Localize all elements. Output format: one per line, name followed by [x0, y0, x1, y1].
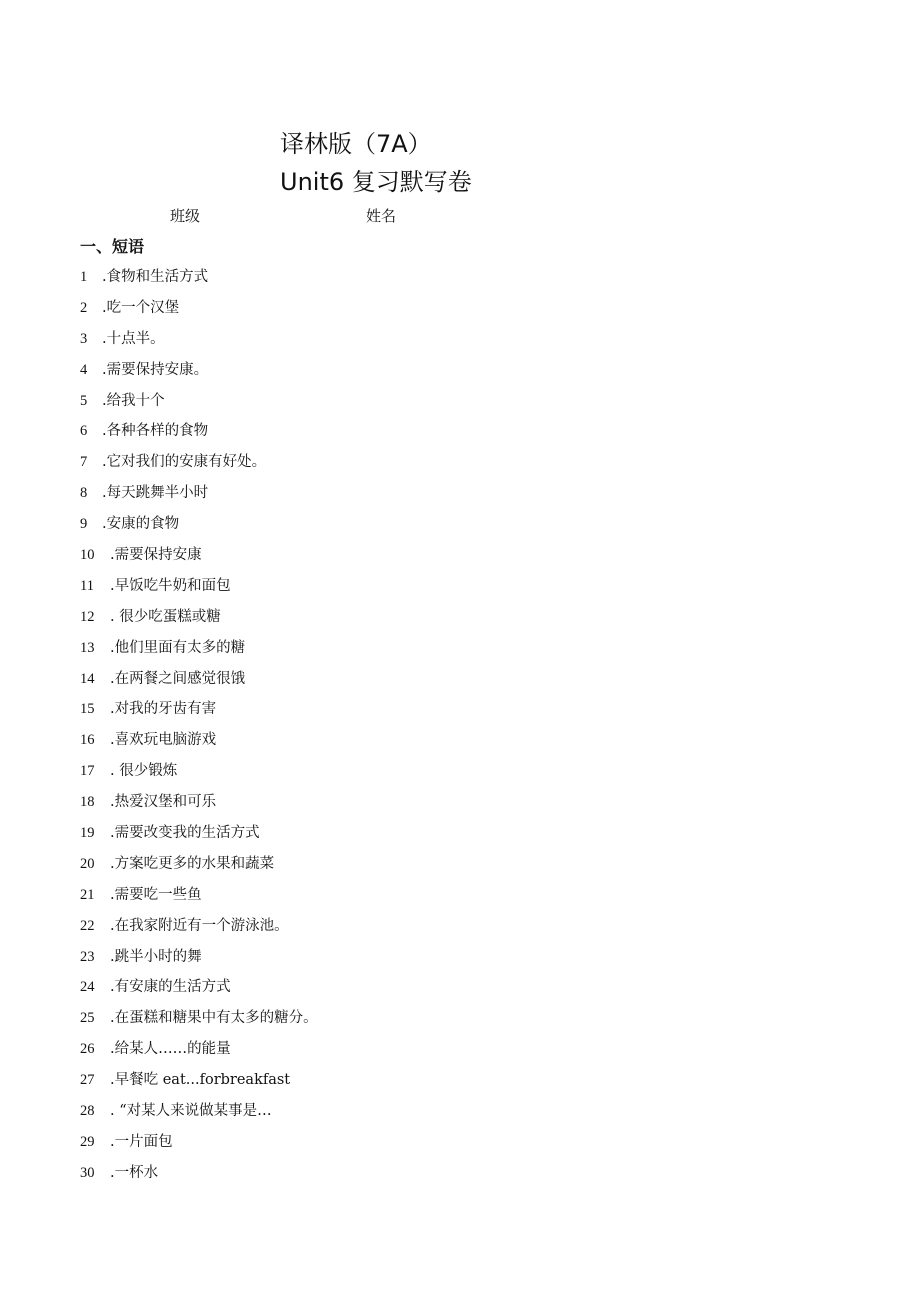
list-item [80, 1067, 318, 1098]
item-number: 9 [80, 516, 88, 533]
list-item [80, 1098, 318, 1129]
list-item [80, 974, 318, 1005]
item-text: .有安康的生活方式 [110, 979, 231, 996]
item-number: 15 [80, 701, 95, 718]
item-number: 2 [80, 299, 88, 316]
list-item [80, 913, 318, 944]
item-text: .给某人……的能量 [110, 1041, 231, 1058]
list-item [80, 696, 318, 727]
item-text: .需要保持安康 [110, 547, 202, 564]
list-item [80, 511, 318, 542]
list-item [80, 542, 318, 573]
item-number: 24 [80, 979, 95, 996]
item-text: .对我的牙齿有害 [110, 701, 217, 718]
item-text: .方案吃更多的水果和蔬菜 [110, 855, 275, 872]
list-item [80, 388, 318, 419]
list-item [80, 882, 318, 913]
item-text: . “对某人来说做某事是… [110, 1103, 272, 1120]
item-text: .安康的食物 [102, 516, 180, 533]
item-text: .一杯水 [110, 1164, 159, 1181]
list-item [80, 944, 318, 975]
item-number: 8 [80, 485, 88, 502]
list-item [80, 418, 318, 449]
item-text: .每天跳舞半小时 [102, 485, 209, 502]
item-number: 7 [80, 454, 88, 471]
list-item [80, 604, 318, 635]
title-line-1: 译林版（7A） [280, 130, 432, 158]
list-item [80, 758, 318, 789]
item-number: 18 [80, 794, 95, 811]
class-label: 班级 [170, 207, 201, 225]
item-number: 26 [80, 1041, 95, 1058]
title-line-2: Unit6 复习默写卷 [280, 168, 472, 196]
item-number: 28 [80, 1103, 95, 1120]
list-item [80, 326, 318, 357]
list-item [80, 357, 318, 388]
list-item [80, 295, 318, 326]
item-text: .十点半。 [102, 330, 165, 347]
item-text: .需要改变我的生活方式 [110, 825, 260, 842]
item-number: 6 [80, 423, 88, 440]
list-item [80, 1005, 318, 1036]
item-number: 14 [80, 670, 95, 687]
item-number: 3 [80, 330, 88, 347]
item-number: 19 [80, 825, 95, 842]
item-text: .在两餐之间感觉很饿 [110, 670, 246, 687]
item-number: 20 [80, 855, 95, 872]
item-text: . 很少吃蛋糕或糖 [110, 608, 221, 625]
item-text: .需要保持安康。 [102, 361, 209, 378]
list-item [80, 1129, 318, 1160]
item-number: 17 [80, 763, 95, 780]
item-text: .喜欢玩电脑游戏 [110, 732, 217, 749]
item-number: 29 [80, 1133, 95, 1150]
item-text: .一片面包 [110, 1133, 173, 1150]
item-number: 25 [80, 1010, 95, 1027]
list-item [80, 727, 318, 758]
item-number: 13 [80, 639, 95, 656]
item-text: .食物和生活方式 [102, 269, 209, 285]
item-number: 22 [80, 917, 95, 934]
list-item [80, 820, 318, 851]
list-item [80, 635, 318, 666]
item-number: 16 [80, 732, 95, 749]
list-item [80, 789, 318, 820]
item-number: 12 [80, 608, 95, 625]
item-text: .他们里面有太多的糖 [110, 639, 246, 656]
list-item [80, 573, 318, 604]
phrase-list [80, 264, 318, 1191]
list-item [80, 1036, 318, 1067]
item-number: 11 [80, 577, 94, 594]
item-number: 5 [80, 392, 88, 409]
item-number: 30 [80, 1164, 95, 1181]
list-item [80, 1160, 318, 1191]
item-text: .它对我们的安康有好处。 [102, 454, 267, 471]
item-number: 10 [80, 547, 95, 564]
list-item [80, 666, 318, 697]
item-number: 4 [80, 361, 88, 378]
item-text: .需要吃一些鱼 [110, 886, 202, 903]
item-number: 23 [80, 948, 95, 965]
item-text: . 很少锻炼 [110, 763, 178, 780]
section-heading: 一、短语 [80, 237, 145, 256]
item-text: .早餐吃 eat...forbreakfast [110, 1072, 291, 1089]
item-text: .在蛋糕和糖果中有太多的糖分。 [110, 1010, 318, 1027]
item-number: 1 [80, 269, 88, 285]
item-text: .给我十个 [102, 392, 165, 409]
item-text: .在我家附近有一个游泳池。 [110, 917, 289, 934]
list-item [80, 480, 318, 511]
item-text: .各种各样的食物 [102, 423, 209, 440]
item-number: 21 [80, 886, 95, 903]
name-label: 姓名 [366, 207, 397, 225]
item-number: 27 [80, 1072, 95, 1089]
item-text: .早饭吃牛奶和面包 [110, 577, 231, 594]
item-text: .热爱汉堡和可乐 [110, 794, 217, 811]
item-text: .吃一个汉堡 [102, 299, 180, 316]
list-item [80, 449, 318, 480]
list-item [80, 851, 318, 882]
list-item [80, 264, 318, 295]
item-text: .跳半小时的舞 [110, 948, 202, 965]
